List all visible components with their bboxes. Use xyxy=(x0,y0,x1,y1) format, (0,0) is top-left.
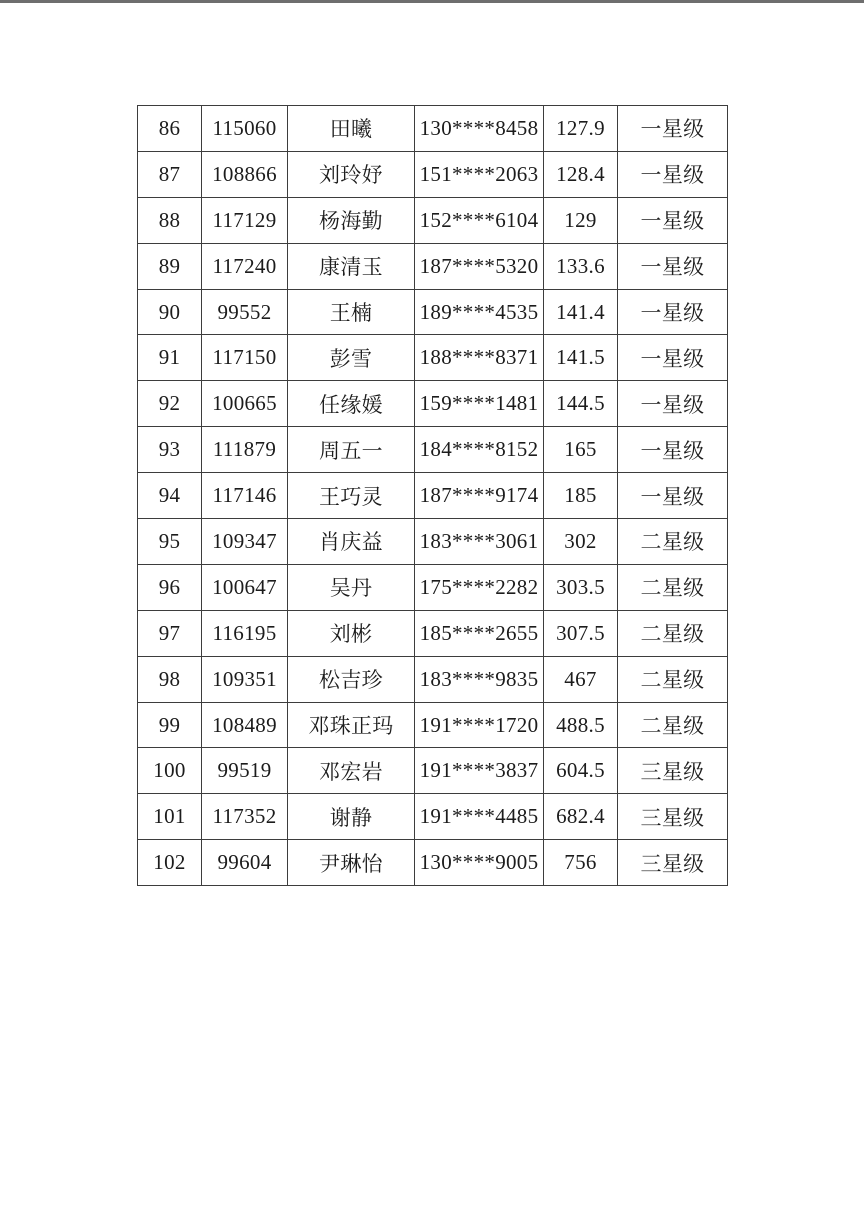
cell-level: 一星级 xyxy=(618,381,728,427)
cell-index: 93 xyxy=(138,427,202,473)
table-row xyxy=(138,427,728,473)
cell-index: 97 xyxy=(138,610,202,656)
cell-phone: 187****5320 xyxy=(415,243,544,289)
cell-phone: 191****4485 xyxy=(415,794,544,840)
cell-id: 111879 xyxy=(202,427,288,473)
table-row xyxy=(138,519,728,565)
cell-name: 周五一 xyxy=(288,427,415,473)
cell-score: 185 xyxy=(544,473,618,519)
cell-level: 二星级 xyxy=(618,564,728,610)
cell-phone: 175****2282 xyxy=(415,564,544,610)
cell-id: 108489 xyxy=(202,702,288,748)
cell-id: 117352 xyxy=(202,794,288,840)
cell-score: 302 xyxy=(544,519,618,565)
cell-score: 307.5 xyxy=(544,610,618,656)
table-row xyxy=(138,473,728,519)
table-row xyxy=(138,197,728,243)
cell-level: 一星级 xyxy=(618,197,728,243)
cell-phone: 183****3061 xyxy=(415,519,544,565)
table-row xyxy=(138,610,728,656)
cell-index: 86 xyxy=(138,106,202,152)
cell-id: 117150 xyxy=(202,335,288,381)
cell-id: 109347 xyxy=(202,519,288,565)
cell-phone: 152****6104 xyxy=(415,197,544,243)
table-row xyxy=(138,564,728,610)
cell-level: 一星级 xyxy=(618,243,728,289)
cell-name: 松吉珍 xyxy=(288,656,415,702)
cell-index: 94 xyxy=(138,473,202,519)
cell-index: 90 xyxy=(138,289,202,335)
table-row xyxy=(138,289,728,335)
cell-index: 96 xyxy=(138,564,202,610)
cell-index: 101 xyxy=(138,794,202,840)
cell-score: 488.5 xyxy=(544,702,618,748)
cell-score: 141.4 xyxy=(544,289,618,335)
table-row xyxy=(138,106,728,152)
cell-id: 99552 xyxy=(202,289,288,335)
cell-id: 117240 xyxy=(202,243,288,289)
cell-level: 二星级 xyxy=(618,702,728,748)
cell-name: 王巧灵 xyxy=(288,473,415,519)
cell-score: 127.9 xyxy=(544,106,618,152)
table-row xyxy=(138,840,728,886)
cell-index: 89 xyxy=(138,243,202,289)
cell-name: 刘玲妤 xyxy=(288,151,415,197)
cell-phone: 130****9005 xyxy=(415,840,544,886)
cell-phone: 191****1720 xyxy=(415,702,544,748)
cell-score: 467 xyxy=(544,656,618,702)
cell-name: 谢静 xyxy=(288,794,415,840)
cell-score: 129 xyxy=(544,197,618,243)
cell-name: 田曦 xyxy=(288,106,415,152)
table-row xyxy=(138,151,728,197)
cell-level: 三星级 xyxy=(618,748,728,794)
cell-level: 二星级 xyxy=(618,519,728,565)
cell-name: 杨海勤 xyxy=(288,197,415,243)
cell-score: 128.4 xyxy=(544,151,618,197)
table-body xyxy=(138,106,728,886)
cell-name: 刘彬 xyxy=(288,610,415,656)
cell-phone: 187****9174 xyxy=(415,473,544,519)
cell-level: 一星级 xyxy=(618,289,728,335)
cell-level: 二星级 xyxy=(618,610,728,656)
cell-phone: 188****8371 xyxy=(415,335,544,381)
cell-phone: 151****2063 xyxy=(415,151,544,197)
page-top-border xyxy=(0,0,864,3)
cell-name: 王楠 xyxy=(288,289,415,335)
cell-name: 尹琳怡 xyxy=(288,840,415,886)
cell-level: 一星级 xyxy=(618,151,728,197)
cell-id: 108866 xyxy=(202,151,288,197)
cell-name: 任缘媛 xyxy=(288,381,415,427)
cell-id: 100665 xyxy=(202,381,288,427)
cell-id: 117146 xyxy=(202,473,288,519)
cell-index: 100 xyxy=(138,748,202,794)
cell-index: 98 xyxy=(138,656,202,702)
cell-level: 一星级 xyxy=(618,335,728,381)
cell-name: 康清玉 xyxy=(288,243,415,289)
cell-index: 95 xyxy=(138,519,202,565)
cell-name: 邓珠正玛 xyxy=(288,702,415,748)
table-row xyxy=(138,335,728,381)
cell-score: 303.5 xyxy=(544,564,618,610)
cell-level: 一星级 xyxy=(618,473,728,519)
table-row xyxy=(138,243,728,289)
cell-index: 87 xyxy=(138,151,202,197)
cell-id: 99519 xyxy=(202,748,288,794)
cell-phone: 183****9835 xyxy=(415,656,544,702)
cell-name: 邓宏岩 xyxy=(288,748,415,794)
cell-index: 91 xyxy=(138,335,202,381)
table-row xyxy=(138,656,728,702)
cell-id: 117129 xyxy=(202,197,288,243)
cell-index: 88 xyxy=(138,197,202,243)
cell-phone: 185****2655 xyxy=(415,610,544,656)
cell-index: 99 xyxy=(138,702,202,748)
cell-score: 141.5 xyxy=(544,335,618,381)
cell-level: 三星级 xyxy=(618,840,728,886)
cell-phone: 184****8152 xyxy=(415,427,544,473)
cell-score: 165 xyxy=(544,427,618,473)
table-row xyxy=(138,748,728,794)
cell-name: 肖庆益 xyxy=(288,519,415,565)
cell-id: 100647 xyxy=(202,564,288,610)
cell-phone: 191****3837 xyxy=(415,748,544,794)
cell-id: 115060 xyxy=(202,106,288,152)
cell-level: 三星级 xyxy=(618,794,728,840)
cell-level: 一星级 xyxy=(618,427,728,473)
cell-id: 109351 xyxy=(202,656,288,702)
cell-phone: 130****8458 xyxy=(415,106,544,152)
cell-name: 彭雪 xyxy=(288,335,415,381)
table-row xyxy=(138,794,728,840)
cell-score: 682.4 xyxy=(544,794,618,840)
cell-index: 102 xyxy=(138,840,202,886)
cell-score: 144.5 xyxy=(544,381,618,427)
cell-name: 吴丹 xyxy=(288,564,415,610)
cell-score: 604.5 xyxy=(544,748,618,794)
cell-id: 99604 xyxy=(202,840,288,886)
cell-index: 92 xyxy=(138,381,202,427)
cell-id: 116195 xyxy=(202,610,288,656)
cell-score: 756 xyxy=(544,840,618,886)
records-table xyxy=(137,105,728,886)
table-row xyxy=(138,381,728,427)
cell-phone: 189****4535 xyxy=(415,289,544,335)
cell-level: 二星级 xyxy=(618,656,728,702)
cell-phone: 159****1481 xyxy=(415,381,544,427)
table-row xyxy=(138,702,728,748)
cell-level: 一星级 xyxy=(618,106,728,152)
cell-score: 133.6 xyxy=(544,243,618,289)
